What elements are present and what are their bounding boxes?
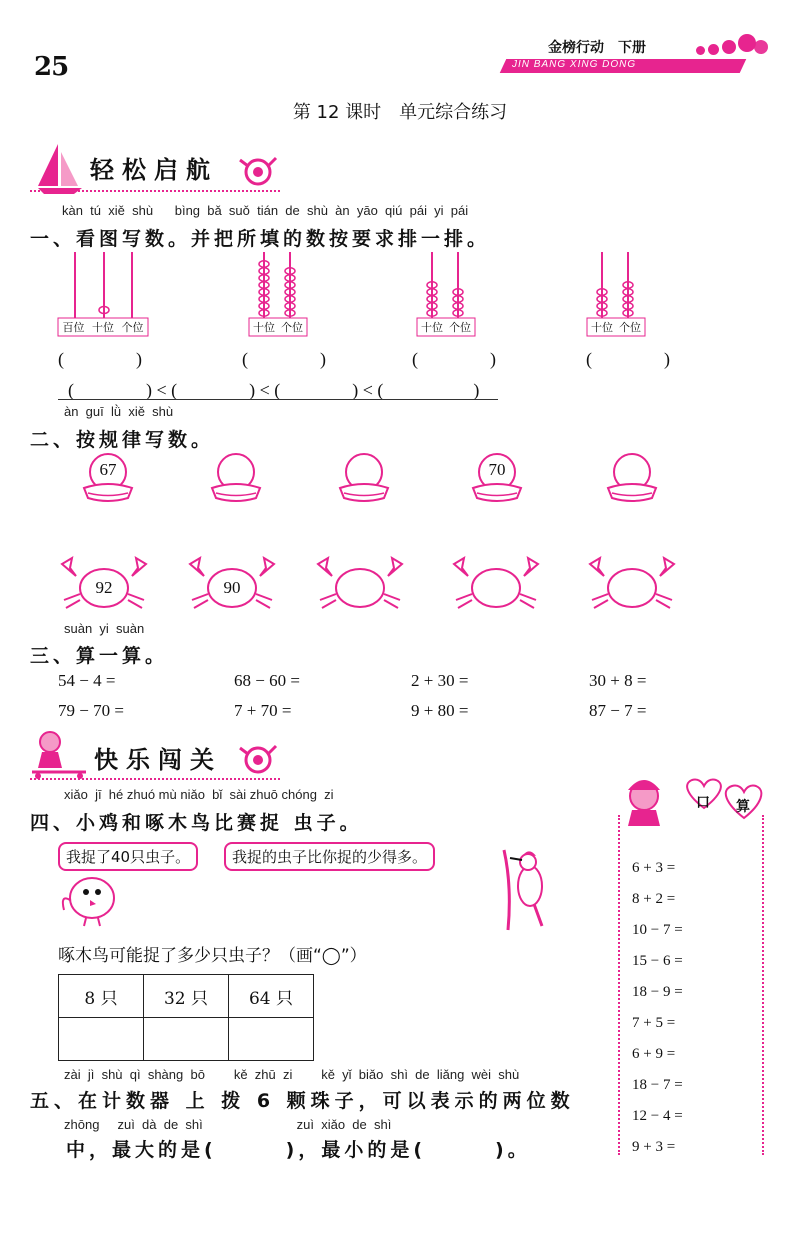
answer-blank-2[interactable]: ( ) bbox=[242, 349, 326, 369]
q2-text: 二、按规律写数。 bbox=[30, 429, 215, 451]
divider bbox=[30, 778, 280, 780]
calc-7[interactable]: 9 + 80 = bbox=[411, 701, 469, 720]
calc-4[interactable]: 30 + 8 = bbox=[589, 671, 647, 690]
answer-cell-3[interactable] bbox=[229, 1018, 314, 1061]
q3-pinyin: suàn yi suàn bbox=[64, 621, 145, 636]
crystal-ball-icon bbox=[602, 452, 662, 504]
crab-icon bbox=[586, 554, 678, 616]
q4-text: 四、小鸡和啄木鸟比赛捉 虫子。 bbox=[30, 812, 363, 834]
calc-1[interactable]: 54 − 4 = bbox=[58, 671, 116, 690]
option-64[interactable]: 64 只 bbox=[229, 975, 314, 1018]
crab-icon bbox=[314, 554, 406, 616]
oral-title-char-1: 口 bbox=[696, 795, 710, 811]
label-ones: 个位 bbox=[281, 321, 303, 334]
oral-item-9[interactable]: 12 − 4 = bbox=[632, 1108, 683, 1124]
abacus-3-labels bbox=[418, 319, 474, 335]
chick-icon bbox=[58, 870, 128, 928]
q2-pinyin: àn guī lǜ xiě shù bbox=[64, 404, 174, 419]
label-ones: 个位 bbox=[449, 321, 471, 334]
calc-5[interactable]: 79 − 70 = bbox=[58, 701, 124, 720]
label-hundreds: 百位 bbox=[62, 321, 85, 334]
answer-blank-1[interactable]: ( ) bbox=[58, 349, 142, 369]
abacus-1-labels bbox=[59, 319, 147, 335]
abacus-2-labels bbox=[250, 319, 306, 335]
calc-8[interactable]: 87 − 7 = bbox=[589, 701, 647, 720]
q5-text-2[interactable]: 中，最大的是( )，最小的是( )。 bbox=[66, 1139, 531, 1161]
crab-icon bbox=[450, 554, 542, 616]
decor-swirl-icon bbox=[236, 740, 280, 780]
label-tens: 十位 bbox=[421, 321, 443, 334]
answer-cell-1[interactable] bbox=[59, 1018, 144, 1061]
chick-speech-bubble: 我捉了40只虫子。 bbox=[58, 842, 198, 871]
oral-item-4[interactable]: 15 − 6 = bbox=[632, 953, 683, 969]
oral-title-char-2: 算 bbox=[736, 799, 750, 815]
oral-item-3[interactable]: 10 − 7 = bbox=[632, 922, 683, 938]
answer-cell-2[interactable] bbox=[144, 1018, 229, 1061]
ball-value-4: 70 bbox=[488, 460, 506, 479]
girl-on-scooter-icon bbox=[28, 728, 90, 780]
crystal-ball-icon bbox=[206, 452, 266, 504]
decor-swirl-icon bbox=[236, 152, 280, 192]
divider bbox=[30, 190, 280, 192]
calc-3[interactable]: 2 + 30 = bbox=[411, 671, 469, 690]
brand-title: 金榜行动 下册 bbox=[548, 40, 646, 56]
label-tens: 十位 bbox=[591, 321, 613, 334]
label-ones: 个位 bbox=[619, 321, 641, 334]
brand-subtitle: JIN BANG XING DONG bbox=[512, 59, 637, 70]
lesson-title: 第 12 课时 单元综合练习 bbox=[292, 102, 508, 123]
q1-pinyin: kàn tú xiě shù bìng bǎ suǒ tián de shù àn yāo qiú pái yi pái bbox=[62, 203, 469, 218]
calc-6[interactable]: 7 + 70 = bbox=[234, 701, 292, 720]
crab-value-2: 90 bbox=[223, 578, 241, 597]
sailboat-icon bbox=[30, 140, 90, 195]
abacus-4-labels bbox=[588, 319, 644, 335]
q1-text: 一、看图写数。并把所填的数按要求排一排。 bbox=[30, 228, 491, 250]
page-number: 25 bbox=[34, 52, 69, 82]
banner-happy-challenge: 快乐闯关 bbox=[94, 746, 222, 774]
label-tens: 十位 bbox=[253, 321, 275, 334]
q4-question: 啄木鸟可能捉了多少只虫子？（画“◯”） bbox=[58, 946, 367, 966]
order-underline bbox=[58, 399, 498, 400]
options-table bbox=[58, 974, 314, 1061]
q3-text: 三、算一算。 bbox=[30, 645, 169, 667]
oral-item-1[interactable]: 6 + 3 = bbox=[632, 860, 676, 876]
option-32[interactable]: 32 只 bbox=[144, 975, 229, 1018]
q4-pinyin: xiǎo jī hé zhuó mù niǎo bǐ sài zhuō chóng zi bbox=[64, 787, 334, 802]
label-tens: 十位 bbox=[92, 321, 114, 334]
option-8[interactable]: 8 只 bbox=[59, 975, 144, 1018]
oral-item-6[interactable]: 7 + 5 = bbox=[632, 1015, 676, 1031]
q5-text-1: 五、在计数器 上 拨 6 颗珠子，可以表示的两位数 bbox=[30, 1090, 575, 1112]
ball-value-1: 67 bbox=[99, 460, 117, 479]
calc-2[interactable]: 68 − 60 = bbox=[234, 671, 300, 690]
answer-blank-4[interactable]: ( ) bbox=[586, 349, 670, 369]
label-ones: 个位 bbox=[121, 321, 144, 334]
oral-item-2[interactable]: 8 + 2 = bbox=[632, 891, 676, 907]
oral-item-7[interactable]: 6 + 9 = bbox=[632, 1046, 676, 1062]
oral-item-5[interactable]: 18 − 9 = bbox=[632, 984, 683, 1000]
q5-pinyin-1: zài jì shù qì shàng bō kě zhū zi kě yǐ biǎo shì de liǎng wèi shù bbox=[64, 1067, 520, 1082]
woodpecker-speech-bubble: 我捉的虫子比你捉的少得多。 bbox=[224, 842, 435, 871]
order-row[interactable]: ( ) < ( ) < ( ) < ( ) bbox=[68, 380, 480, 400]
banner-easy-start: 轻松启航 bbox=[90, 156, 218, 184]
answer-blank-3[interactable]: ( ) bbox=[412, 349, 496, 369]
oral-item-8[interactable]: 18 − 7 = bbox=[632, 1077, 683, 1093]
woodpecker-icon bbox=[498, 846, 554, 932]
crystal-ball-icon bbox=[334, 452, 394, 504]
crab-value-1: 92 bbox=[95, 578, 113, 597]
q5-pinyin-2: zhōng zuì dà de shì zuì xiǎo de shì bbox=[64, 1117, 392, 1132]
oral-item-10[interactable]: 9 + 3 = bbox=[632, 1139, 676, 1155]
decor-dots bbox=[696, 34, 776, 64]
